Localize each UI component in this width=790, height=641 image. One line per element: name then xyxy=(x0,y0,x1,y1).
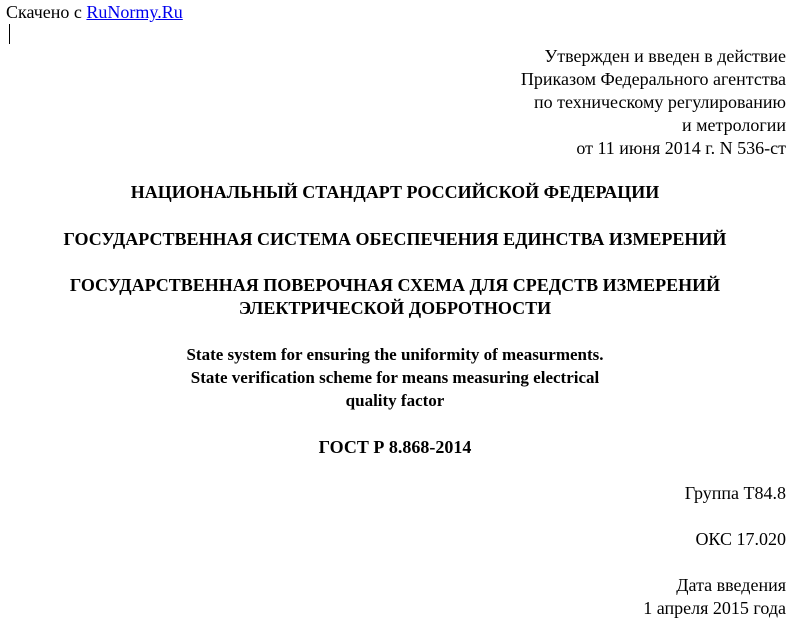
english-title xyxy=(0,343,790,412)
state-system-heading: ГОСУДАРСТВЕННАЯ СИСТЕМА ОБЕСПЕЧЕНИЯ ЕДИНСТВА ИЗМЕРЕНИЙ xyxy=(63,229,727,249)
source-prefix: Скачено с xyxy=(6,2,87,22)
scheme-title-line-2: ЭЛЕКТРИЧЕСКОЙ ДОБРОТНОСТИ xyxy=(238,298,552,318)
approval-block xyxy=(521,45,786,160)
source-link[interactable]: RuNormy.Ru xyxy=(86,2,183,22)
approval-line: от 11 июня 2014 г. N 536-ст xyxy=(576,138,786,158)
english-title-line-1: State system for ensuring the uniformity of measurments. xyxy=(186,345,604,364)
approval-line: и метрологии xyxy=(682,115,786,135)
introduction-date-block xyxy=(643,574,786,620)
scheme-title-line-1: ГОСУДАРСТВЕННАЯ ПОВЕРОЧНАЯ СХЕМА ДЛЯ СРЕДСТВ ИЗМЕРЕНИЙ xyxy=(69,275,721,295)
national-standard-heading: НАЦИОНАЛЬНЫЙ СТАНДАРТ РОССИЙСКОЙ ФЕДЕРАЦИИ xyxy=(130,182,660,202)
introduction-date-label: Дата введения xyxy=(676,575,786,595)
approval-line: Утвержден и введен в действие xyxy=(544,46,786,66)
introduction-date-value: 1 апреля 2015 года xyxy=(643,598,786,618)
approval-line: по техническому регулированию xyxy=(533,92,786,112)
english-title-line-3: quality factor xyxy=(345,391,445,410)
group-code: Группа Т84.8 xyxy=(684,483,786,503)
approval-line: Приказом Федерального агентства xyxy=(520,69,786,89)
gost-number: ГОСТ Р 8.868-2014 xyxy=(318,437,472,457)
oks-code: ОКС 17.020 xyxy=(695,529,786,549)
source-line xyxy=(6,1,183,23)
scheme-title xyxy=(0,274,790,320)
english-title-line-2: State verification scheme for means measuring electrical xyxy=(190,368,600,387)
text-cursor xyxy=(9,24,10,44)
